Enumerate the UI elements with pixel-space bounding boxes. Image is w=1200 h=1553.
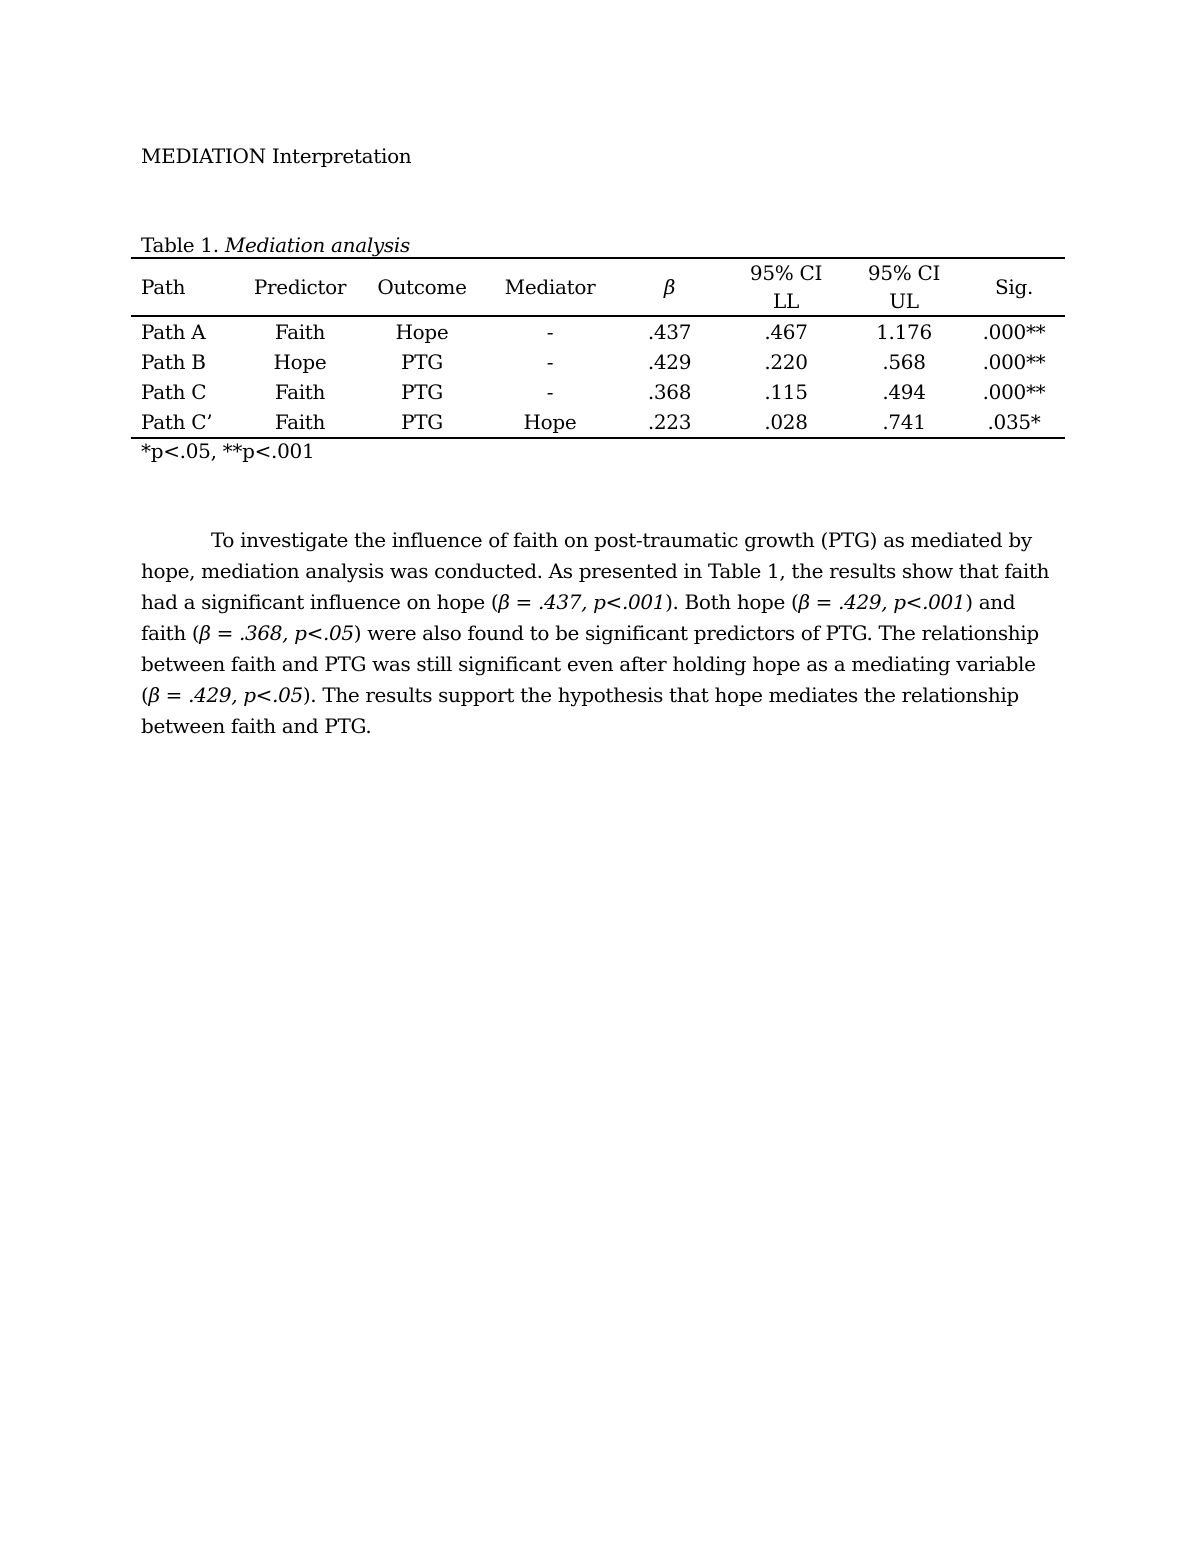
mediation-table xyxy=(131,257,1065,439)
cell-predictor: Faith xyxy=(274,380,326,404)
cell-path: Path A xyxy=(141,320,206,344)
cell-beta: .368 xyxy=(647,380,692,404)
ci-ll-bottom: LL xyxy=(773,289,799,313)
cell-outcome: PTG xyxy=(401,410,443,434)
table-row xyxy=(131,377,1065,407)
ci-ll-top: 95% CI xyxy=(749,261,823,285)
stat-inline: β = .437, p<.001 xyxy=(498,590,666,614)
col-header-outcome: Outcome xyxy=(377,275,467,299)
col-header-sig: Sig. xyxy=(994,275,1034,299)
stat-inline: β = .429, p<.001 xyxy=(798,590,966,614)
cell-predictor: Faith xyxy=(274,320,326,344)
cell-path: Path B xyxy=(141,350,206,374)
cell-ci-ul: .568 xyxy=(882,350,926,374)
col-header-predictor: Predictor xyxy=(253,275,347,299)
cell-outcome: PTG xyxy=(401,350,443,374)
col-header-ci-ul xyxy=(845,258,963,316)
cell-ci-ul: .494 xyxy=(882,380,926,404)
document-title: MEDIATION Interpretation xyxy=(141,144,412,168)
table-row xyxy=(131,316,1065,347)
table-label: Table 1. xyxy=(141,233,219,257)
cell-beta: .223 xyxy=(647,410,692,434)
cell-mediator: Hope xyxy=(523,410,577,434)
stat-inline: β = .429, p<.05 xyxy=(148,683,303,707)
cell-ci-ll: .220 xyxy=(764,350,808,374)
cell-path: Path C xyxy=(141,380,207,404)
stat-inline: β = .368, p<.05 xyxy=(199,621,354,645)
table-caption xyxy=(141,232,410,258)
cell-predictor: Faith xyxy=(274,410,326,434)
cell-mediator: - xyxy=(546,320,554,344)
ci-ul-bottom: UL xyxy=(889,289,919,313)
col-header-path: Path xyxy=(141,275,186,299)
paragraph-text: To investigate the influence of faith on post-traumatic growth (PTG) as mediated by hope, mediation analysis was conducted. As presented in Table 1, the results show that faith had a significant influence on hope ( xyxy=(141,528,1050,614)
cell-mediator: - xyxy=(546,380,554,404)
cell-sig: .000** xyxy=(982,380,1046,404)
cell-ci-ll: .467 xyxy=(764,320,808,344)
col-header-mediator: Mediator xyxy=(504,275,596,299)
table-caption-title: Mediation analysis xyxy=(224,233,410,257)
cell-ci-ul: 1.176 xyxy=(876,320,932,344)
cell-sig: .000** xyxy=(982,350,1046,374)
paragraph-text: ) were also found to be significant predictors of PTG. The relationship between faith and PTG was still significant even after holding hope as a mediating variable ( xyxy=(141,621,1039,707)
cell-ci-ll: .028 xyxy=(764,410,808,434)
cell-ci-ll: .115 xyxy=(764,380,808,404)
cell-outcome: Hope xyxy=(395,320,449,344)
paragraph-text: ). The results support the hypothesis that hope mediates the relationship between faith and PTG. xyxy=(141,683,1019,738)
table-row xyxy=(131,407,1065,438)
cell-ci-ul: .741 xyxy=(882,410,926,434)
cell-beta: .429 xyxy=(647,350,692,374)
cell-outcome: PTG xyxy=(401,380,443,404)
cell-sig: .000** xyxy=(982,320,1046,344)
cell-mediator: - xyxy=(546,350,554,374)
table-row xyxy=(131,347,1065,377)
paragraph-text: ) and faith ( xyxy=(141,590,1016,645)
col-header-beta xyxy=(612,258,727,316)
cell-predictor: Hope xyxy=(273,350,327,374)
interpretation-paragraph xyxy=(141,525,1051,742)
col-header-ci-ll xyxy=(727,258,845,316)
cell-sig: .035* xyxy=(987,410,1041,434)
table-header-row xyxy=(131,258,1065,316)
beta-symbol: β xyxy=(663,275,676,299)
table-note: *p<.05, **p<.001 xyxy=(141,439,315,463)
paragraph-text: ). Both hope ( xyxy=(665,590,799,614)
cell-path: Path C’ xyxy=(141,410,213,434)
ci-ul-top: 95% CI xyxy=(867,261,941,285)
cell-beta: .437 xyxy=(647,320,692,344)
